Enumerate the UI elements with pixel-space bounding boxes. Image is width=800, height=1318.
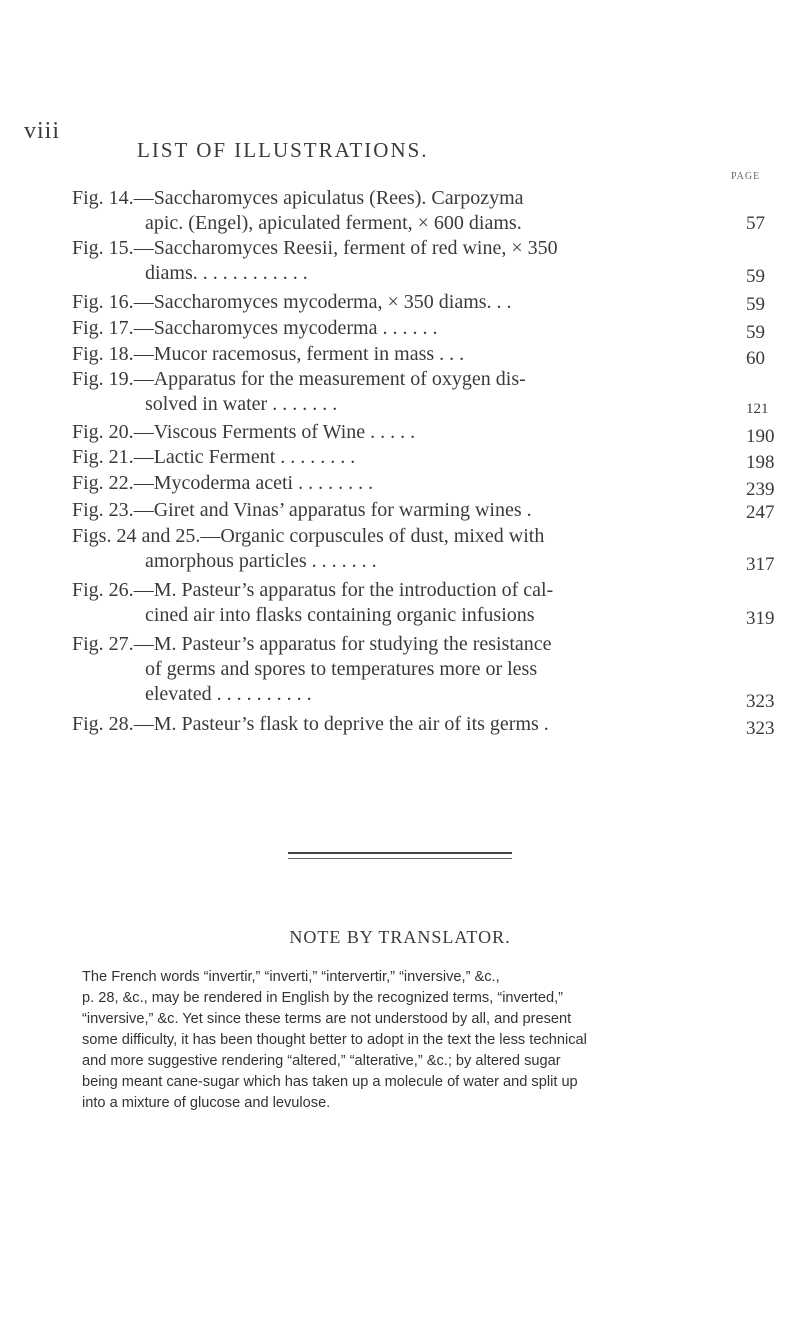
figure-entry xyxy=(72,445,775,473)
figure-entry xyxy=(72,342,772,367)
figure-caption-line: —M. Pasteur’s apparatus for studying the resistance xyxy=(133,633,552,655)
figure-entry xyxy=(72,632,775,712)
figure-entry xyxy=(72,367,772,417)
note-line: p. 28, &c., may be rendered in English by the recognized terms, “inverted,” xyxy=(82,990,564,1006)
figure-entry-line xyxy=(72,186,772,211)
figure-caption-line: apic. (Engel), apiculated ferment, × 600 diams. xyxy=(145,212,522,234)
figure-caption-line: —Saccharomyces Reesii, ferment of red wine, × 350 xyxy=(133,237,558,259)
figure-entry xyxy=(72,498,775,523)
note-body xyxy=(82,967,730,1114)
figure-entry xyxy=(72,290,772,315)
note-line: some difficulty, it has been thought better to adopt in the text the less technical xyxy=(82,1032,587,1048)
figure-caption-line: cined air into flasks containing organic infusions xyxy=(145,604,535,626)
figure-entry-line xyxy=(72,471,772,496)
figure-page-number: 317 xyxy=(746,554,775,575)
figure-label: Fig. 16. xyxy=(72,291,134,313)
figure-caption-line: —Saccharomyces mycoderma, × 350 diams. . . xyxy=(133,291,512,313)
note-line: being meant cane-sugar which has taken up a molecule of water and split up xyxy=(82,1074,578,1090)
note-line: and more suggestive rendering “altered,” “alterative,” &c.; by altered sugar xyxy=(82,1053,561,1069)
figure-entry-line xyxy=(72,632,772,657)
figure-caption-line: solved in water . . . . . . . xyxy=(145,393,338,415)
divider-rule-thick xyxy=(288,852,512,854)
figure-caption-line: —Apparatus for the measurement of oxygen dis- xyxy=(133,368,526,390)
figure-page-number: 198 xyxy=(746,452,775,473)
figure-caption-line: —Mycoderma aceti . . . . . . . . xyxy=(133,472,374,494)
section-divider xyxy=(288,852,512,859)
figure-caption-line: elevated . . . . . . . . . . xyxy=(145,683,312,705)
figure-caption-line: —M. Pasteur’s apparatus for the introduction of cal- xyxy=(133,579,554,601)
figure-caption-line: amorphous particles . . . . . . . xyxy=(145,550,377,572)
figure-caption-line: diams. . . . . . . . . . . . xyxy=(145,262,308,284)
figure-entry-line xyxy=(72,524,772,549)
figure-entry-line xyxy=(72,712,772,737)
divider-rule-thin xyxy=(288,858,512,859)
figure-caption-line: —Lactic Ferment . . . . . . . . xyxy=(133,446,356,468)
figure-entry xyxy=(72,578,775,629)
note-line: into a mixture of glucose and levulose. xyxy=(82,1095,331,1111)
figure-entry xyxy=(72,524,775,575)
running-head: LIST OF ILLUSTRATIONS. xyxy=(137,138,429,162)
figure-entry-line xyxy=(72,290,772,315)
figure-page-number: 247 xyxy=(746,502,775,523)
figure-entry-line xyxy=(72,498,772,523)
figure-caption-line: —Saccharomyces apiculatus (Rees). Carpozyma xyxy=(133,187,524,209)
figure-label: Figs. 24 and 25. xyxy=(72,525,201,547)
figure-entry-line xyxy=(72,420,772,445)
figure-page-number: 57 xyxy=(746,213,765,234)
page-column-header: PAGE xyxy=(731,171,761,182)
figure-label: Fig. 28. xyxy=(72,713,134,735)
figure-caption-line: —Saccharomyces mycoderma . . . . . . xyxy=(133,317,438,339)
figure-entry-line xyxy=(72,578,772,603)
figure-caption-line: —Giret and Vinas’ apparatus for warming wines . xyxy=(133,499,532,521)
figure-entry-line xyxy=(72,342,772,367)
figure-page-number: 59 xyxy=(746,294,765,315)
figure-caption-line: —Viscous Ferments of Wine . . . . . xyxy=(133,421,416,443)
figure-label: Fig. 27. xyxy=(72,633,134,655)
figure-entry xyxy=(72,316,772,341)
figure-page-number: 323 xyxy=(746,691,775,712)
figure-label: Fig. 18. xyxy=(72,343,134,365)
figure-page-number: 239 xyxy=(746,479,775,500)
figure-page-number: 59 xyxy=(746,266,765,287)
page-number: viii xyxy=(24,118,61,144)
figure-label: Fig. 21. xyxy=(72,446,134,468)
figure-entry-line xyxy=(72,445,772,470)
figure-page-number: 121 xyxy=(746,401,769,417)
figure-label: Fig. 14. xyxy=(72,187,134,209)
note-line: “inversive,” &c. Yet since these terms are not understood by all, and present xyxy=(82,1011,572,1027)
figure-entry-line xyxy=(72,316,772,341)
figure-label: Fig. 19. xyxy=(72,368,134,390)
figure-entry xyxy=(72,236,772,286)
figure-caption-line: —M. Pasteur’s flask to deprive the air of its germs . xyxy=(133,713,549,735)
figure-label: Fig. 17. xyxy=(72,317,134,339)
note-title: NOTE BY TRANSLATOR. xyxy=(289,927,511,947)
figure-entry-line xyxy=(72,367,772,392)
figure-page-number: 190 xyxy=(746,426,775,447)
figure-caption-line: —Mucor racemosus, ferment in mass . . . xyxy=(133,343,465,365)
figure-label: Fig. 22. xyxy=(72,472,134,494)
figure-label: Fig. 26. xyxy=(72,579,134,601)
figure-entry xyxy=(72,712,775,739)
figure-page-number: 59 xyxy=(746,322,765,343)
figure-label: Fig. 15. xyxy=(72,237,134,259)
figure-caption-line: —Organic corpuscules of dust, mixed with xyxy=(200,525,545,547)
note-line: The French words “invertir,” “inverti,” “intervertir,” “inversive,” &c., xyxy=(82,969,500,985)
figure-entry xyxy=(72,420,775,447)
figure-page-number: 319 xyxy=(746,608,775,629)
figure-label: Fig. 23. xyxy=(72,499,134,521)
figure-page-number: 323 xyxy=(746,718,775,739)
figure-entry xyxy=(72,186,772,236)
figure-caption-line: of germs and spores to temperatures more or less xyxy=(145,658,538,680)
figure-entry xyxy=(72,471,775,500)
figure-entry-line xyxy=(72,236,772,261)
figure-label: Fig. 20. xyxy=(72,421,134,443)
figure-page-number: 60 xyxy=(746,348,765,369)
